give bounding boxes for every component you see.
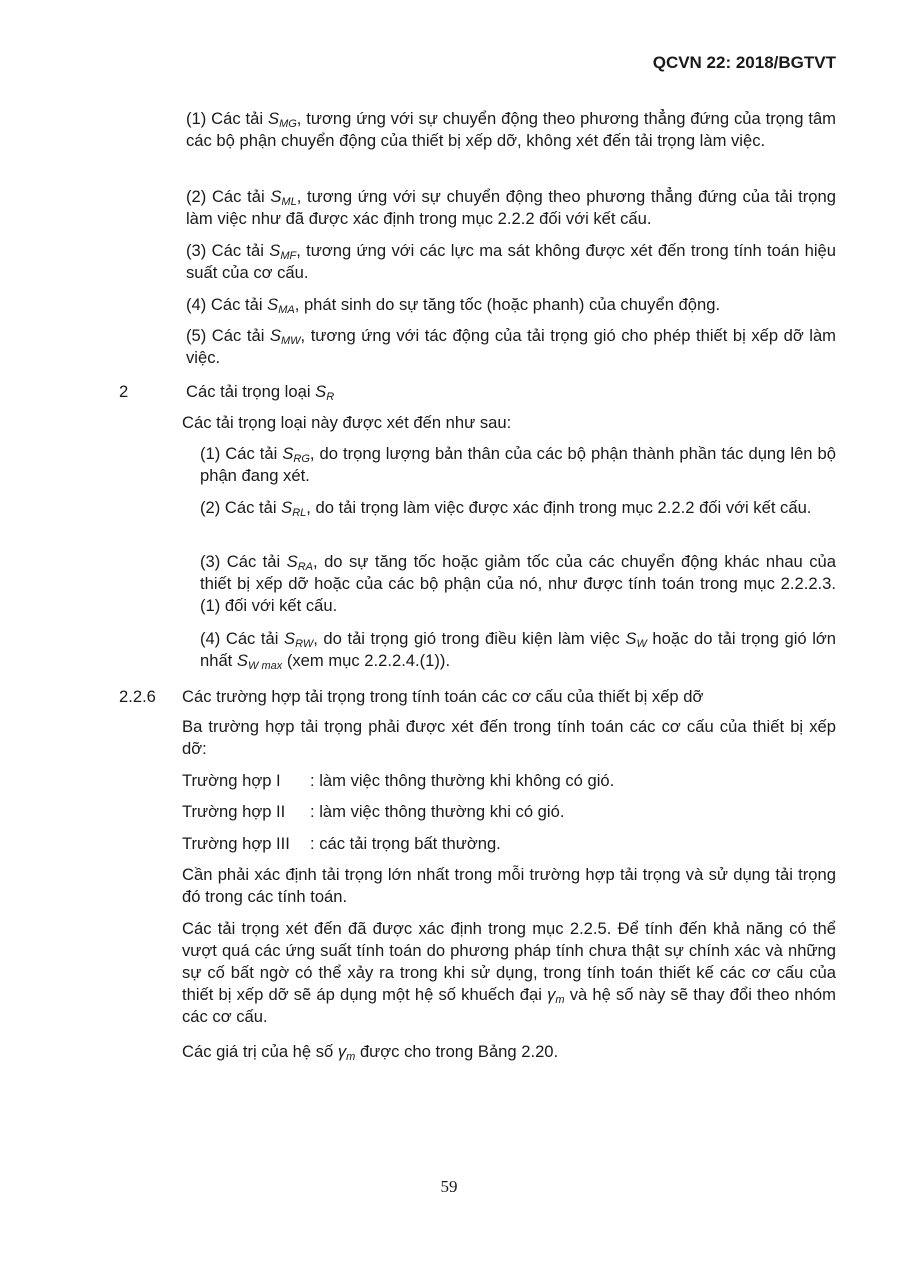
sm-item-4: (4) Các tải $S_{MA}$, phát sinh do sự tăng tốc (hoặc phanh) của chuyển động. <box>186 295 721 316</box>
section-226-intro: Ba trường hợp tải trọng phải được xét đến trong tính toán các cơ cấu của thiết bị xếp dỡ: <box>182 717 836 758</box>
sm-item-5: (5) Các tải $S_{MW}$, tương ứng với tác động của tải trọng gió cho phép thiết bị xếp dỡ làm việc. <box>186 326 836 367</box>
page-number: 59 <box>440 1177 458 1196</box>
sm-item-2: (2) Các tải $S_{ML}$, tương ứng với sự chuyển động theo phương thẳng đứng của tải trọng làm việc như đã được xác định trong mục 2.2.2 đối với kết cấu. <box>186 187 836 228</box>
sr-item-4: (4) Các tải $S_{RW}$, do tải trọng gió trong điều kiện làm việc $S_W$ hoặc do tải trọng gió lớn nhất $S_{W max}$ (xem mục 2.2.2.4.(1)). <box>200 629 837 672</box>
section-2-number: 2 <box>119 382 129 401</box>
section-2-title: Các tải trọng loại $S_R$ <box>186 382 335 403</box>
sm-item-1: (1) Các tải $S_{MG}$, tương ứng với sự chuyển động theo phương thẳng đứng của trọng tâm các bộ phận chuyển động của thiết bị xếp dỡ, không xét đến tải trọng làm việc. <box>186 109 836 150</box>
sr-item-2: (2) Các tải $S_{RL}$, do tải trọng làm việc được xác định trong mục 2.2.2 đối với kết cấu. <box>200 498 812 519</box>
load-case-3: Trường hợp III : các tải trọng bất thường. <box>182 834 501 853</box>
sm-item-3: (3) Các tải $S_{MF}$, tương ứng với các lực ma sát không được xét đến trong tính toán hiệu suất của cơ cấu. <box>186 241 836 282</box>
load-case-2: Trường hợp II : làm việc thông thường khi có gió. <box>182 802 565 821</box>
section-226-title: Các trường hợp tải trọng trong tính toán các cơ cấu của thiết bị xếp dỡ <box>182 687 704 706</box>
paragraph-table-reference: Các giá trị của hệ số $\gamma_m$ được cho trong Bảng 2.20. <box>182 1042 559 1063</box>
paragraph-amplification-factor: Các tải trọng xét đến đã được xác định trong mục 2.2.5. Để tính đến khả năng có thể vượt quá các ứng suất tính toán do phương pháp tính chưa thật sự chính xác và những sự cố bất ngờ có thể xảy ra trong khi sử dụng, trong tính toán thiết kế các cơ cấu của thiết bị xếp dỡ sẽ áp dụng một hệ số khuếch đại $\gamma_m$ và hệ số này sẽ thay đổi theo nhóm các cơ cấu. <box>182 919 836 1026</box>
section-226-number: 2.2.6 <box>119 687 156 706</box>
sr-item-1: (1) Các tải $S_{RG}$, do trọng lượng bản thân của các bộ phận thành phần tác dụng lên bộ phận đang xét. <box>200 444 836 485</box>
document-header: QCVN 22: 2018/BGTVT <box>652 53 836 72</box>
sr-item-3: (3) Các tải $S_{RA}$, do sự tăng tốc hoặc giảm tốc của các chuyển động khác nhau của thiết bị xếp dỡ hoặc của các bộ phận của nó, như được tính toán trong mục 2.2.2.3.(1) đối với kết cấu. <box>200 552 836 615</box>
load-case-1: Trường hợp I : làm việc thông thường khi không có gió. <box>182 771 615 790</box>
paragraph-max-load: Cần phải xác định tải trọng lớn nhất trong mỗi trường hợp tải trọng và sử dụng tải trọng đó trong các tính toán. <box>182 865 836 906</box>
section-2-intro: Các tải trọng loại này được xét đến như sau: <box>182 413 512 432</box>
